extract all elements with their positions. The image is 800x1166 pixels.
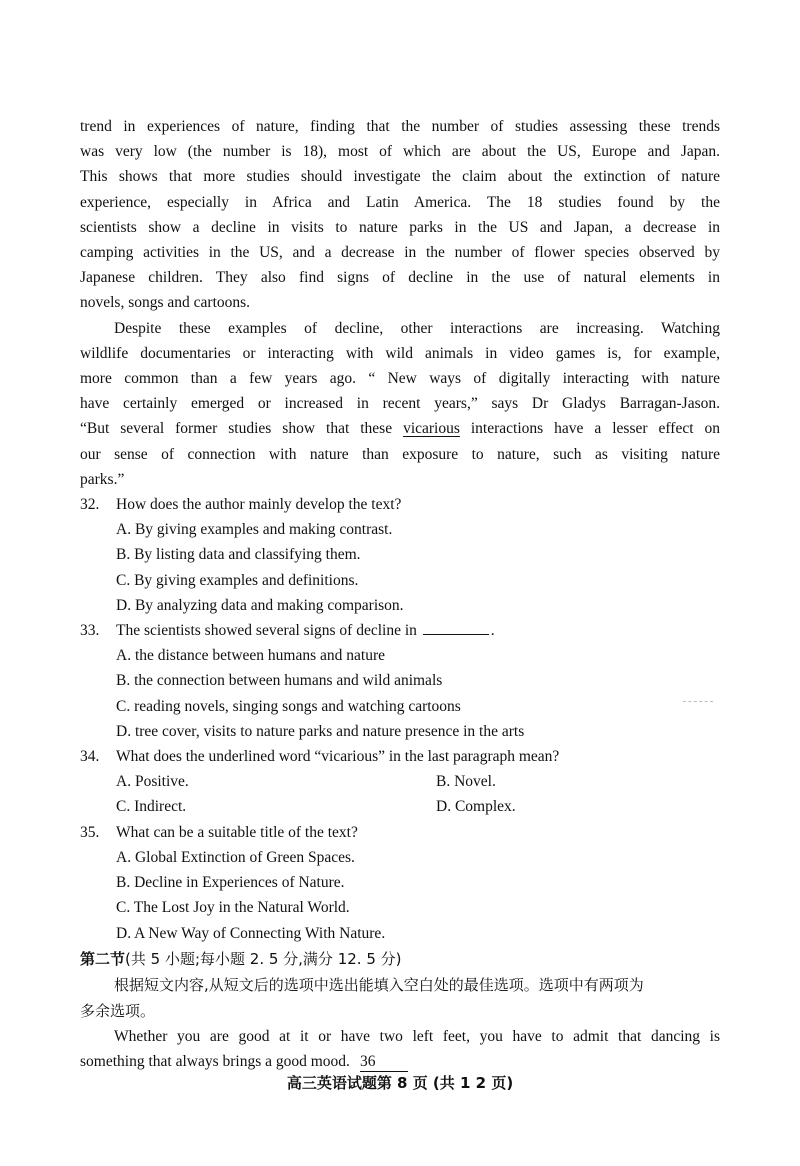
option-d: D. By analyzing data and making comparison. <box>116 596 404 614</box>
option-d: D. tree cover, visits to nature parks and nature presence in the arts <box>116 722 525 740</box>
text-line <box>80 416 720 441</box>
option-a: A. By giving examples and making contrast. <box>116 521 393 539</box>
section-title: 第二节 <box>80 949 126 968</box>
text-line: scientists show a decline in visits to nature parks in the US and Japan, a decrease in <box>80 218 720 236</box>
option-b: B. Decline in Experiences of Nature. <box>116 874 345 892</box>
question-text: What can be a suitable title of the text? <box>116 823 358 841</box>
option-c: C. reading novels, singing songs and watching cartoons <box>116 697 461 715</box>
exam-page <box>80 114 720 1074</box>
question-number: 34. <box>80 748 100 766</box>
text-segment: something that always brings a good mood. <box>80 1052 350 1070</box>
question-text: The scientists showed several signs of decline in <box>116 622 417 640</box>
instruction-line: 根据短文内容,从短文后的选项中选出能填入空白处的最佳选项。选项中有两项为 <box>114 975 644 994</box>
text-line: This shows that more studies should investigate the claim about the extinction of nature <box>80 168 720 186</box>
option-d: D. A New Way of Connecting With Nature. <box>116 924 386 942</box>
option-row <box>80 794 720 819</box>
question-text: How does the author mainly develop the text? <box>116 496 402 514</box>
question-text: What does the underlined word “vicarious” in the last paragraph mean? <box>116 748 560 766</box>
question-number: 33. <box>80 622 100 640</box>
section-info: (共 5 小题;每小题 2. 5 分,满分 12. 5 分) <box>125 949 402 968</box>
instruction-line: 多余选项。 <box>80 1001 156 1020</box>
text-segment: interactions have a lesser effect on <box>459 420 720 438</box>
text-segment: “But several former studies show that these <box>80 420 404 438</box>
option-b: B. By listing data and classifying them. <box>116 546 361 564</box>
question-stem <box>80 820 720 845</box>
passage-paragraph-1 <box>80 114 720 316</box>
scan-artifact <box>683 701 713 702</box>
option-a: A. the distance between humans and nature <box>116 647 386 665</box>
option-a: A. Positive. <box>116 773 189 791</box>
text-line: Whether you are good at it or have two left feet, you have to admit that dancing is <box>114 1027 720 1045</box>
text-line: have certainly emerged or increased in recent years,” says Dr Gladys Barragan-Jason. <box>80 395 720 413</box>
underlined-word: vicarious <box>403 420 460 438</box>
option-a: A. Global Extinction of Green Spaces. <box>116 848 355 866</box>
passage-paragraph-2 <box>80 316 720 492</box>
text-line: parks.” <box>80 470 125 488</box>
text-line: more common than a few years ago. “ New ways of digitally interacting with nature <box>80 370 720 388</box>
section-instruction <box>80 972 720 998</box>
question-number: 35. <box>80 823 100 841</box>
option-row <box>80 769 720 794</box>
question-32 <box>80 492 720 618</box>
text-line: trend in experiences of nature, finding that the number of studies assessing these trends <box>80 118 720 135</box>
page-footer: 高三英语试题第 8 页 (共 1 2 页) <box>286 1074 514 1092</box>
answer-blank-36: 36 <box>360 1053 408 1072</box>
question-text-end: . <box>490 622 495 640</box>
question-stem <box>80 618 720 643</box>
option-c: C. The Lost Joy in the Natural World. <box>116 899 350 917</box>
section-instruction-cont <box>80 998 720 1024</box>
option-b: B. the connection between humans and wild animals <box>116 672 443 690</box>
option-d: D. Complex. <box>436 798 516 816</box>
question-stem <box>80 744 720 769</box>
option-c: C. Indirect. <box>116 798 187 816</box>
text-line <box>80 1049 720 1074</box>
text-line: wildlife documentaries or interacting with wild animals in video games is, for example, <box>80 344 720 362</box>
text-line: experience, especially in Africa and Latin America. The 18 studies found by the <box>80 193 720 211</box>
text-line: Japanese children. They also find signs of decline in the use of natural elements in <box>80 269 720 287</box>
section-heading <box>80 946 720 972</box>
option-c: C. By giving examples and definitions. <box>116 571 359 589</box>
question-number: 32. <box>80 496 100 514</box>
text-line: Despite these examples of decline, other interactions are increasing. Watching <box>114 319 720 337</box>
question-34 <box>80 744 720 820</box>
question-33 <box>80 618 720 744</box>
answer-blank <box>423 634 489 635</box>
text-line: novels, songs and cartoons. <box>80 294 251 312</box>
question-stem <box>80 492 720 517</box>
cloze-text <box>80 1024 720 1074</box>
option-b: B. Novel. <box>436 773 496 791</box>
question-35 <box>80 820 720 946</box>
text-line: was very low (the number is 18), most of which are about the US, Europe and Japan. <box>80 143 720 161</box>
text-line: our sense of connection with nature than exposure to nature, such as visiting nature <box>80 445 720 463</box>
text-line: camping activities in the US, and a decrease in the number of flower species observed by <box>80 244 720 262</box>
